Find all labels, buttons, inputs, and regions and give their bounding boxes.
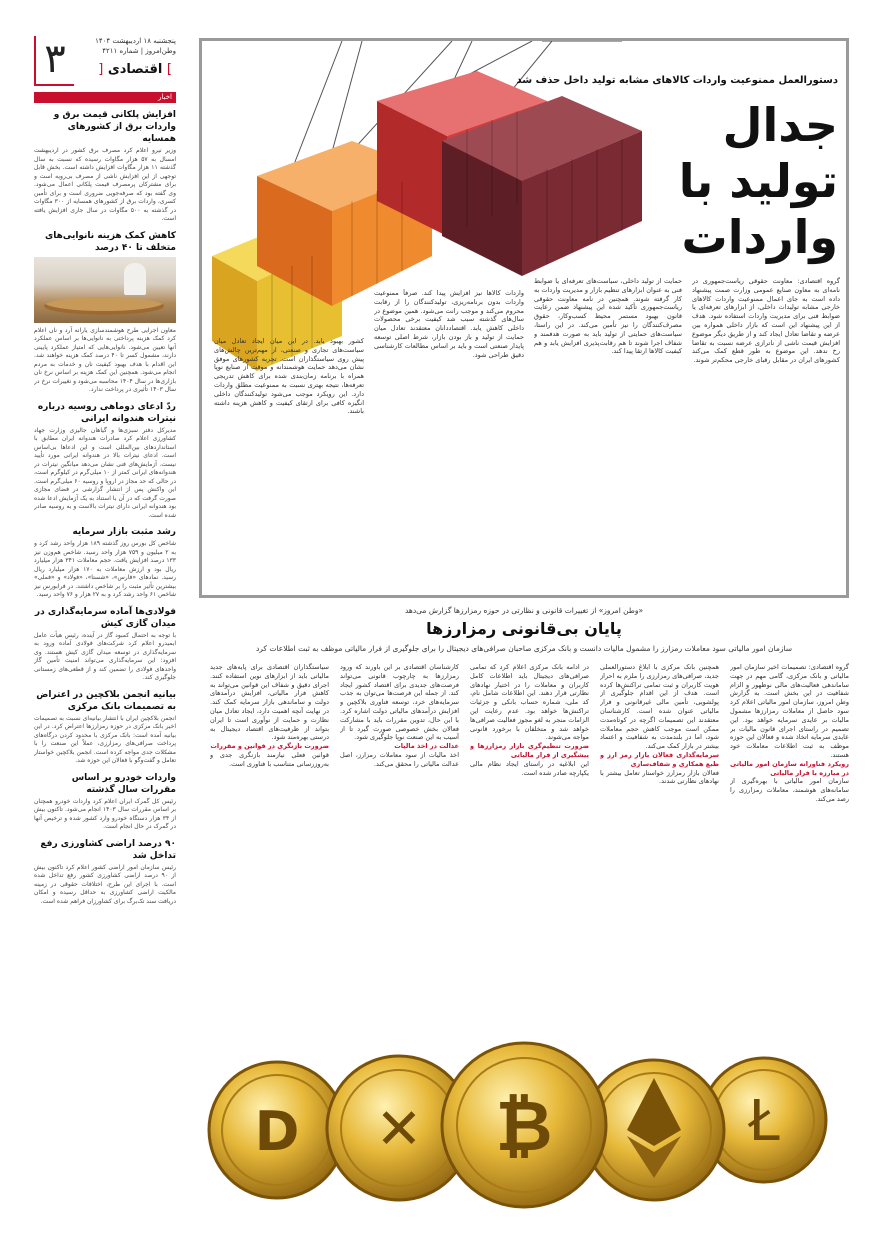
column-subheading: سرمایه‌گذاری فعالان بازار رمز ارز و طبع همکاری و شفاف‌سازی (600, 750, 719, 768)
masthead (34, 36, 176, 88)
news-sidebar (34, 36, 176, 1216)
news-body: انجمن بلاکچین ایران با انتشار بیانیه‌ای نسبت به تصمیمات اخیر بانک مرکزی در حوزه رمزارزها اعتراض کرد. در این بیانیه آمده است: بانک مرکزی با محدود کردن درگاه‌های پرداخت صرافی‌های رمزارزی، عملاً این صنعت را با مشکلات جدی مواجه کرده است. انجمن بلاکچین خواستار تعامل و گفت‌وگو با فعالان این حوزه شد. (34, 714, 176, 764)
news-title[interactable]: فولادی‌ها آماده سرمایه‌گذاری در میدان گازی کیش (34, 606, 176, 629)
column-subheading: ضرورت تنظیم‌گری بازار رمزارزها و پیشگیری از فرار مالیاتی (470, 742, 589, 759)
news-item[interactable] (34, 109, 176, 224)
news-body: مدیرکل دفتر سبزی‌ها و گیاهان جالیزی وزارت جهاد کشاورزی اعلام کرد صادرات هندوانه ایران مطابق با استانداردهای بین‌المللی است و این ادعاها بی‌اساس است. ادعای نیترات بالا در هندوانه ایرانی مورد تأیید نیست. آزمایش‌های فنی نشان می‌دهد میانگین نیترات در هندوانه‌های ایرانی کمتر از ۱۰ میلی‌گرم در کیلوگرم است، در حالی که حد مجاز در اروپا و روسیه ۶۰ میلی‌گرم است. این واکنش پس از انتشار گزارشی در فضای مجازی صورت گرفت که در آن با استناد به یک آزمایش ادعا شده بود هندوانه ایرانی دارای نیترات بالاست و به روسیه صادر شده است. (34, 426, 176, 519)
hero-body (206, 277, 840, 595)
column-text: سیاستگذاران اقتصادی برای پایه‌های جدید مالیاتی باید از ابزارهای نوین استفاده کنند. اجرای دقیق و شفاف این قوانین می‌تواند به کاهش فرار مالیاتی، افزایش درآمدهای دولت و ساماندهی بازار سرمایه کمک کند. در نهایت آنچه اهمیت دارد، ایجاد تعادل میان نظارت و حمایت از نوآوری است تا ایران بتواند از ظرفیت‌های اقتصاد دیجیتال به درستی بهره‌مند شود. (210, 663, 329, 742)
column-text: گروه اقتصادی: تصمیمات اخیر سازمان امور مالیاتی و بانک مرکزی، گامی مهم در جهت ساماندهی فعالیت‌های مالی نوظهور و الزام شفافیت در این بخش است. به گزارش وطن امروز، سازمان امور مالیاتی اعلام کرد سود حاصل از معاملات رمزارزها مشمول مالیات بر عایدی سرمایه خواهد بود. این تصمیم در راستای اجرای قانون مالیات بر عایدی سرمایه اتخاذ شده و فعالان این حوزه موظف به ثبت اطلاعات معاملات خود هستند. (730, 663, 849, 759)
svg-text:D: D (254, 1100, 300, 1163)
article-columns (199, 663, 849, 1043)
bracket-close: [ (98, 62, 104, 77)
news-body: رئیس سازمان امور اراضی کشور اعلام کرد تاکنون بیش از ۹۰ درصد اراضی کشاورزی کشور رفع تداخل شده است. با اجرای این طرح، اختلافات حقوقی در زمینه مالکیت اراضی کشاورزی به حداقل رسیده و امکان دریافت سند تک‌برگ برای کشاورزان فراهم شده است. (34, 863, 176, 905)
column-text: همچنین بانک مرکزی با ابلاغ دستورالعملی جدید، صرافی‌های رمزارزی را ملزم به احراز هویت کاربران و ثبت تمامی تراکنش‌ها کرده است. هدف از این اقدام جلوگیری از پولشویی، تأمین مالی غیرقانونی و فرار مالیاتی عنوان شده است. کارشناسان معتقدند این تصمیمات اگرچه در کوتاه‌مدت ممکن است موجب کاهش حجم معاملات شود، اما در بلندمدت به شفافیت و اعتماد بیشتر در بازار کمک می‌کند. (600, 663, 719, 751)
crypto-article (199, 606, 849, 1043)
hero-column-2: حمایت از تولید داخلی، سیاست‌های تعرفه‌ای یا ضوابط فنی به عنوان ابزارهای تنظیم بازار و مدیریت واردات به کار گرفته شوند. همچنین در نامه معاونت حقوقی ریاست‌جمهوری تأکید شده این پیشنهاد ضمن رعایت قانون بهبود مستمر محیط کسب‌وکار، حقوق مصرف‌کنندگان را نیز تأمین می‌کند. در این راستا، سیاست‌های حمایتی از تولید باید به صورت هدفمند و شفاف اجرا شوند تا هم رقابت‌پذیری افزایش یابد و هم کیفیت کالاها ارتقا پیدا کند. (534, 277, 682, 356)
section-label (98, 62, 172, 77)
column-text: این ابلاغیه در راستای ایجاد نظام مالی یکپارچه صادر شده است. (470, 759, 589, 777)
news-item[interactable] (34, 606, 176, 683)
news-title[interactable]: افزایش پلکانی قیمت برق و واردات برق از کشورهای همسایه (53, 110, 176, 144)
coin-bitcoin-icon (442, 1043, 606, 1207)
svg-text:₿: ₿ (495, 1085, 553, 1167)
column-text: سازمان امور مالیاتی با بهره‌گیری از سامانه‌های هوشمند، معاملات رمزارزی را رصد می‌کند. (730, 777, 849, 803)
article-column (730, 663, 849, 1033)
news-body: رئیس کل گمرک ایران اعلام کرد واردات خودرو همچنان بر اساس مقررات سال ۱۴۰۳ انجام می‌شود. تاکنون بیش از ۳۴ هزار دستگاه خودرو وارد کشور شده و ترخیص آنها در گمرک در حال انجام است. (34, 797, 176, 830)
article-lead: سازمان امور مالیاتی سود معاملات رمزارز را مشمول مالیات دانست و بانک مرکزی صاحبان صرافی‌های دیجیتال را برای جلوگیری از فرار مالیاتی موظف به ثبت اطلاعات کرد (255, 644, 793, 653)
news-body: شاخص کل بورس روز گذشته ۱۸۹ هزار واحد رشد کرد و به ۲ میلیون و ۷۵۹ هزار واحد رسید. شاخص هم‌وزن نیز ۱۳۳ درصد افزایش یافت. حجم معاملات ۳۴۱ هزار میلیارد ریال بود و ارزش معاملات به ۱۷۰ هزار میلیارد ریال رسید. نمادهای «فارس»، «شستا»، «فولاد» و «فملی» بیشترین تأثیر مثبت را بر شاخص داشتند. در فرابورس نیز شاخص ۶۱ واحد رشد کرد و به ۲۷ هزار و ۷۶ واحد رسید. (34, 540, 176, 598)
news-title[interactable]: ردّ ادعای دوماهی روسیه درباره نیترات هندوانه ایرانی (37, 401, 176, 424)
article-column (600, 663, 719, 1033)
section-name: اقتصادی (107, 62, 163, 77)
column-text: کارشناسان اقتصادی بر این باورند که ورود رمزارزها به چارچوب قانونی می‌تواند فرصت‌های جدیدی برای اقتصاد کشور ایجاد کند. از جمله این فرصت‌ها می‌توان به جذب سرمایه‌های خرد، توسعه فناوری بلاکچین و افزایش درآمدهای مالیاتی دولت اشاره کرد. با این حال، تدوین مقررات باید با مشارکت فعالان بخش خصوصی صورت گیرد تا از آسیب به این صنعت نوپا جلوگیری شود. (340, 663, 459, 742)
column-text: در ادامه بانک مرکزی اعلام کرد که تمامی صرافی‌های دیجیتال باید اطلاعات کامل کاربران و معاملات را در اختیار نهادهای نظارتی قرار دهند. این اطلاعات شامل نام، کد ملی، شماره حساب بانکی و جزئیات تراکنش‌ها خواهد بود. عدم رعایت این الزامات منجر به لغو مجوز فعالیت صرافی‌ها خواهد شد و متخلفان با برخورد قانونی مواجه می‌شوند. (470, 663, 589, 742)
hero-column-4: کشور بهبود یابد. در این میان ایجاد تعادل میان سیاست‌های تجاری و صنعتی، از مهم‌ترین چالش‌های پیش روی سیاستگذاران است. تجربه کشورهای موفق نشان می‌دهد حمایت هوشمندانه و موقت از صنایع نوپا همراه با برنامه زمان‌بندی شده برای کاهش تدریجی تعرفه‌ها، نتیجه بهتری نسبت به ممنوعیت مطلق واردات دارد. این رویکرد موجب می‌شود تولیدکنندگان داخلی انگیزه کافی برای ارتقای کیفیت و کاهش هزینه داشته باشند. (214, 337, 364, 416)
hero-title[interactable]: جدال تولید با واردات (678, 98, 838, 264)
article-column (340, 663, 459, 1033)
column-text: اخذ مالیات از سود معاملات رمزارز، اصل عدالت مالیاتی را محقق می‌کند. (340, 750, 459, 768)
bread-shape (44, 297, 164, 315)
news-body: وزیر نیرو اعلام کرد مصرف برق کشور در اردیبهشت امسال به ۵۷ هزار مگاوات رسیده که نسبت به سال گذشته ۱۱ هزار مگاوات افزایش داشته است. بخش قابل توجهی از این افزایش ناشی از مصرف بی‌رویه است و برای مشترکان پرمصرف قیمت پلکانی اعمال می‌شود. وی گفته بود که صرفه‌جویی ضروری است و برای تأمین کسری، واردات برق از کشورهای همسایه از ۳۰۰ مگاوات در گذشته به ۵۰۰ مگاوات در سال جاری افزایش یافته است. (34, 147, 176, 222)
column-text: قوانین فعلی نیازمند بازنگری جدی و به‌روزرسانی متناسب با فناوری است. (210, 750, 329, 768)
svg-text:Ł: Ł (748, 1089, 780, 1154)
column-subheading: عدالت در اخذ مالیات (394, 742, 459, 751)
lead-article (199, 38, 849, 598)
news-body: معاون اجرایی طرح هوشمندسازی یارانه آرد و نان اعلام کرد کمک هزینه پرداختی به نانوایی‌ها بر اساس عملکرد آنها تعیین می‌شود. نانوایی‌هایی که امتیاز عملکرد پایینی دارند، مشمول کسر تا ۴۰ درصد کمک هزینه خواهند شد. این اقدام با هدف بهبود کیفیت نان و خدمات به مردم انجام می‌شود. همچنین این کمک هزینه بر اساس نرخ نان بازاری‌ها در سال ۱۴۰۴ محاسبه می‌شود و تغییرات نرخ در سال ۱۴۰۳ تأثیری در پرداخت ندارد. (34, 326, 176, 393)
news-bar: اخبار (34, 92, 176, 103)
article-kicker: «وطن امروز» از تغییرات قانونی و نظارتی در حوزه رمزارزها گزارش می‌دهد (404, 606, 644, 615)
hero-column-1: گروه اقتصادی: معاونت حقوقی ریاست‌جمهوری در نامه‌ای به معاون صنایع عمومی وزارت صمت پیشنهاد داده است به جای اعمال ممنوعیت واردات کالاهای خارجی مشابه تولیدات داخلی، از ابزارهای تعرفه‌ای یا ضوابط فنی برای مدیریت واردات استفاده شود. هدف از این پیشنهاد این است که بازار داخلی همواره بین عرضه و تقاضا تعادل ایجاد کند و از طریق دیگر موضوع افزایش قیمت ناشی از ناترازی عرضه نسبت به تقاضا رخ ندهد. این موضوع به طور قطع کمک می‌کند کشورهای ایران در مقابل رقبای خارجی محکم‌تر شوند. (692, 277, 840, 365)
news-title[interactable]: کاهش کمک هزینه نانوایی‌های متخلف تا ۴۰ درصد (44, 230, 176, 253)
crypto-coins-illustration (199, 1000, 849, 1230)
news-item[interactable] (34, 526, 176, 600)
issue-date: پنجشنبه ۱۸ اردیبهشت ۱۴۰۴ (95, 37, 176, 45)
article-title[interactable]: پایان بی‌قانونی رمزارزها (426, 619, 622, 638)
column-subheading: رویکرد فناورانه سازمان امور مالیاتی در مبارزه با فرار مالیاتی (730, 759, 849, 777)
news-title[interactable]: ۹۰ درصد اراضی کشاورزی رفع تداخل شد (40, 838, 176, 861)
news-item[interactable] (34, 838, 176, 907)
date-line (95, 36, 176, 56)
news-item[interactable] (34, 689, 176, 766)
news-item[interactable] (34, 401, 176, 521)
bracket-open: ] (166, 62, 172, 77)
column-text: فعالان بازار رمزارز خواستار تعامل بیشتر با نهادهای نظارتی شدند. (600, 768, 719, 786)
news-title[interactable]: رشد مثبت بازار سرمایه (72, 527, 176, 537)
hero-supertitle: دستورالعمل ممنوعیت واردات کالاهای مشابه تولید داخل حذف شد (516, 75, 838, 86)
article-column (470, 663, 589, 1033)
hero-column-3: واردات کالاها نیز افزایش پیدا کند. صرفاً ممنوعیت واردات بدون برنامه‌ریزی، تولیدکنندگان را از رقابت محروم می‌کند و موجب رانت می‌شود. همین موضوع در سال‌های گذشته سبب شد کیفیت برخی محصولات داخلی کاهش یابد. اقتصاددانان معتقدند تعادل میان حمایت از تولید و باز بودن بازار، شرط اصلی توسعه پایدار صنعتی است و باید بر اساس مطالعات کارشناسی دقیق طراحی شود. (374, 289, 524, 359)
coin-dash-icon (209, 1062, 345, 1198)
news-item[interactable] (34, 772, 176, 832)
article-column (210, 663, 329, 1033)
bakery-photo (34, 257, 176, 323)
baker-figure (124, 263, 146, 295)
news-title[interactable]: واردات خودرو بر اساس مقررات سال گذشته (71, 772, 176, 795)
page-number: ۳ (34, 36, 74, 86)
news-item[interactable] (34, 230, 176, 395)
column-subheading: ضرورت بازنگری در قوانین و مقررات (210, 742, 329, 751)
news-body: با توجه به احتمال کمبود گاز در آینده، رئیس هیأت عامل ایمیدرو اعلام کرد شرکت‌های فولادی آماده ورود به سرمایه‌گذاری در توسعه میدان گازی کیش هستند. وی افزود: این سرمایه‌گذاری می‌تواند امنیت تأمین گاز واحدهای فولادی را تضمین کند و از قطعی‌های زمستانی جلوگیری کند. (34, 631, 176, 681)
news-title[interactable]: بیانیه انجمن بلاکچین در اعتراض به تصمیمات بانک مرکزی (36, 689, 176, 712)
issue-number: وطن‌امروز | شماره ۴۲۱۱ (102, 47, 176, 55)
svg-text:✕: ✕ (375, 1097, 423, 1162)
